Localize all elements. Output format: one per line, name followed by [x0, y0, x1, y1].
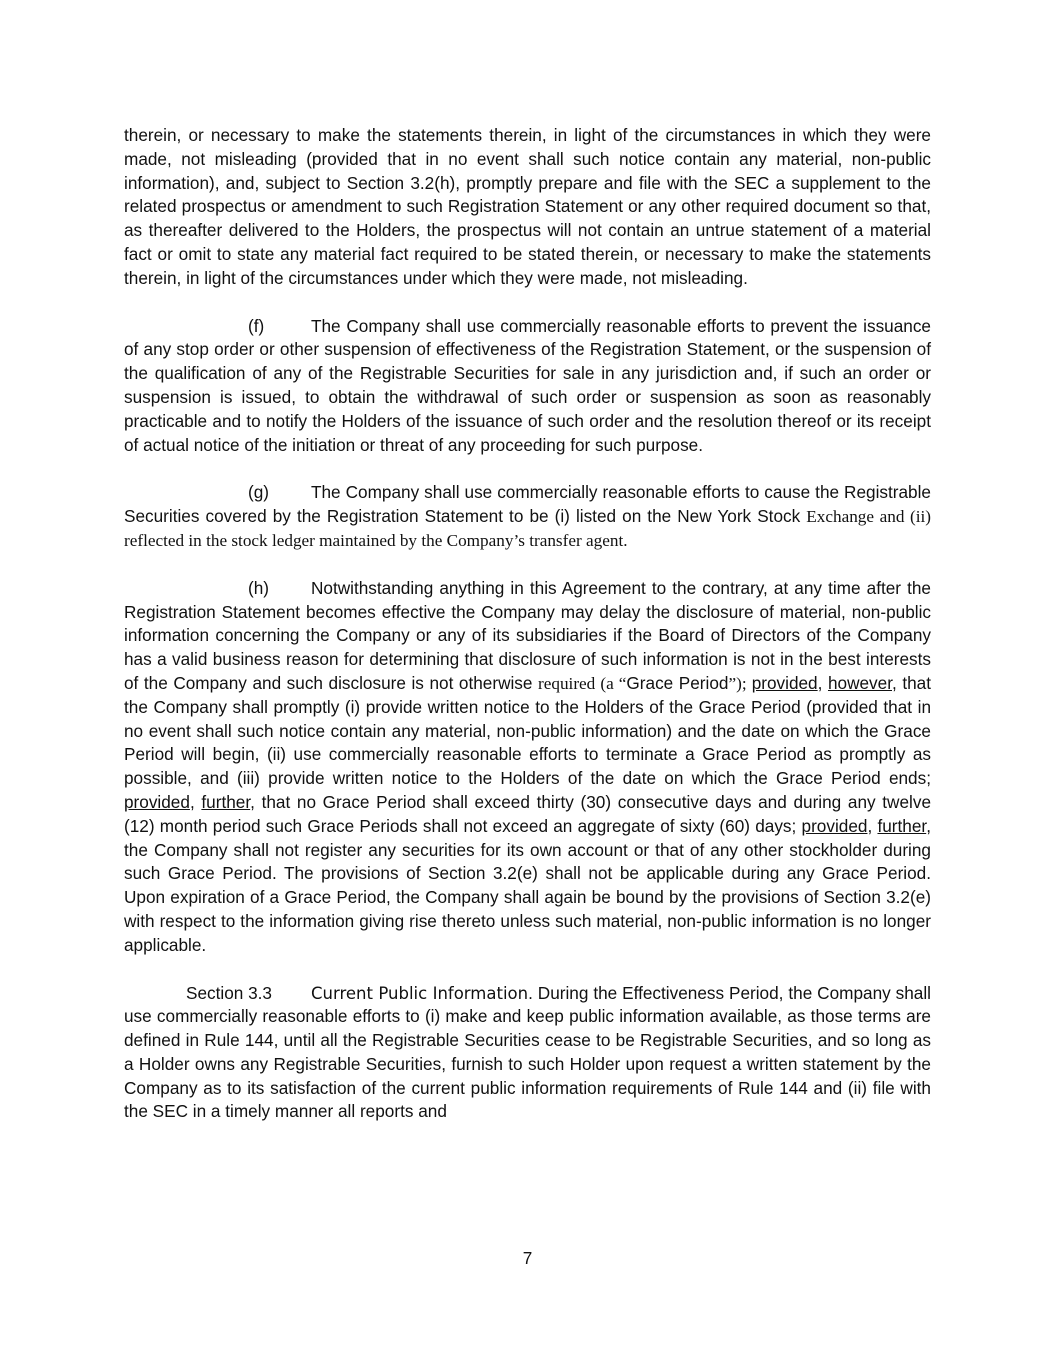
paragraph-f-label: (f): [248, 315, 265, 336]
comma-2: ,: [189, 791, 202, 812]
grace-period-term: Grace Period: [626, 672, 729, 693]
paragraph-g: [124, 481, 931, 552]
paragraph-h-text-6: , the Company shall not register any securities for its own account or that of any other stockholder during such Grace Period. The provisions of Section 3.2(e) shall not be applicable during any Grace Period. Upon expiration of a Grace Period, the Company shall again be bound by the provisions of Section 3.2(e) with respect to the information giving rise thereto unless such material, non-public information is no longer applicable.: [124, 815, 931, 955]
paragraph-g-text: The Company shall use commercially reasonable efforts to cause the Registrable Securities covered by the Registration Statement to be (i) listed on the New York Stock: [124, 482, 931, 527]
continuation-text: therein, or necessary to make the statements therein, in light of the circumstances in which they were made, not misleading (provided that in no event shall such notice contain any material, non-public information), and, subject to Section 3.2(h), promptly prepare and file with the SEC a supplement to the related prospectus or amendment to such Registration Statement or any other required document so that, as thereafter delivered to the Holders, the prospectus will not contain an untrue statement of a material fact or omit to state any material fact required to be stated therein, or necessary to make the statements therein, in light of the circumstances under which they were made, not misleading.: [124, 125, 931, 288]
paragraph-h-text-3: ”);: [728, 673, 752, 693]
section-3-3-label: Section 3.3: [186, 982, 272, 1003]
paragraph-f: [124, 315, 931, 458]
paragraph-g-text-serif: Exchange and (ii) reflected in the stock ledger maintained by the Company’s transfer agent.: [124, 507, 931, 550]
document-page: [124, 124, 931, 1124]
provided-term-1: provided: [751, 672, 818, 693]
continuation-paragraph: [124, 124, 931, 291]
further-term-2: further: [877, 815, 927, 836]
paragraph-h-text-1: Notwithstanding anything in this Agreement to the contrary, at any time after the Registration Statement becomes effective the Company may delay the disclosure of material, non-public information concerning the Company or any of its subsidiaries if the Board of Directors of the Company has a valid business reason for determining that disclosure of such information is not in the best interests of the Company and such disclosure is not otherwise: [124, 577, 931, 693]
provided-term-3: provided: [801, 815, 868, 836]
section-3-3-paragraph: [124, 982, 931, 1125]
paragraph-h-text-4: , that the Company shall promptly (i) provide written notice to the Holders of the Grace Period (provided that in no event shall such notice contain any material, non-public information) and the date on which the Grace Period will begin, (ii) use commercially reasonable efforts to terminate a Grace Period as promptly as possible, and (iii) provide written notice to the Holders of the date on which the Grace Period ends;: [124, 672, 931, 789]
further-term-1: further: [201, 791, 251, 812]
section-3-3-text: During the Effectiveness Period, the Company shall use commercially reasonable efforts to (i) make and keep public information available, as those terms are defined in Rule 144, until all the Registrable Securities cease to be Registrable Securities, and so long as a Holder owns any Registrable Securities, furnish to such Holder upon request a written statement by the Company as to its satisfaction of the current public information requirements of Rule 144 and (ii) file with the SEC in a timely manner all reports and: [124, 982, 931, 1122]
section-3-3-period: .: [528, 982, 538, 1003]
paragraph-f-text: The Company shall use commercially reasonable efforts to prevent the issuance of any stop order or other suspension of effectiveness of the Registration Statement, or the suspension of the qualification of any of the Registrable Securities for sale in any jurisdiction and, if such an order or suspension is issued, to obtain the withdrawal of such order or suspension as soon as reasonably practicable and to notify the Holders of the issuance of such order and the resolution thereof or its receipt of actual notice of the initiation or threat of any proceeding for such purpose.: [124, 315, 931, 455]
paragraph-h: [124, 577, 931, 958]
comma-1: ,: [817, 672, 828, 693]
paragraph-h-text-2: required (a “: [538, 673, 627, 693]
provided-term-2: provided: [124, 791, 190, 812]
comma-3: ,: [867, 815, 878, 836]
section-3-3-heading: Current Public Information: [311, 983, 529, 1003]
paragraph-g-label: (g): [248, 482, 270, 503]
however-term: however: [827, 672, 892, 693]
paragraph-h-text-5: , that no Grace Period shall exceed thirty (30) consecutive days and during any twelve (12) month period such Grace Periods shall not exceed an aggregate of sixty (60) days;: [124, 791, 931, 836]
paragraph-h-label: (h): [248, 577, 270, 598]
page-number: 7: [522, 1248, 533, 1268]
